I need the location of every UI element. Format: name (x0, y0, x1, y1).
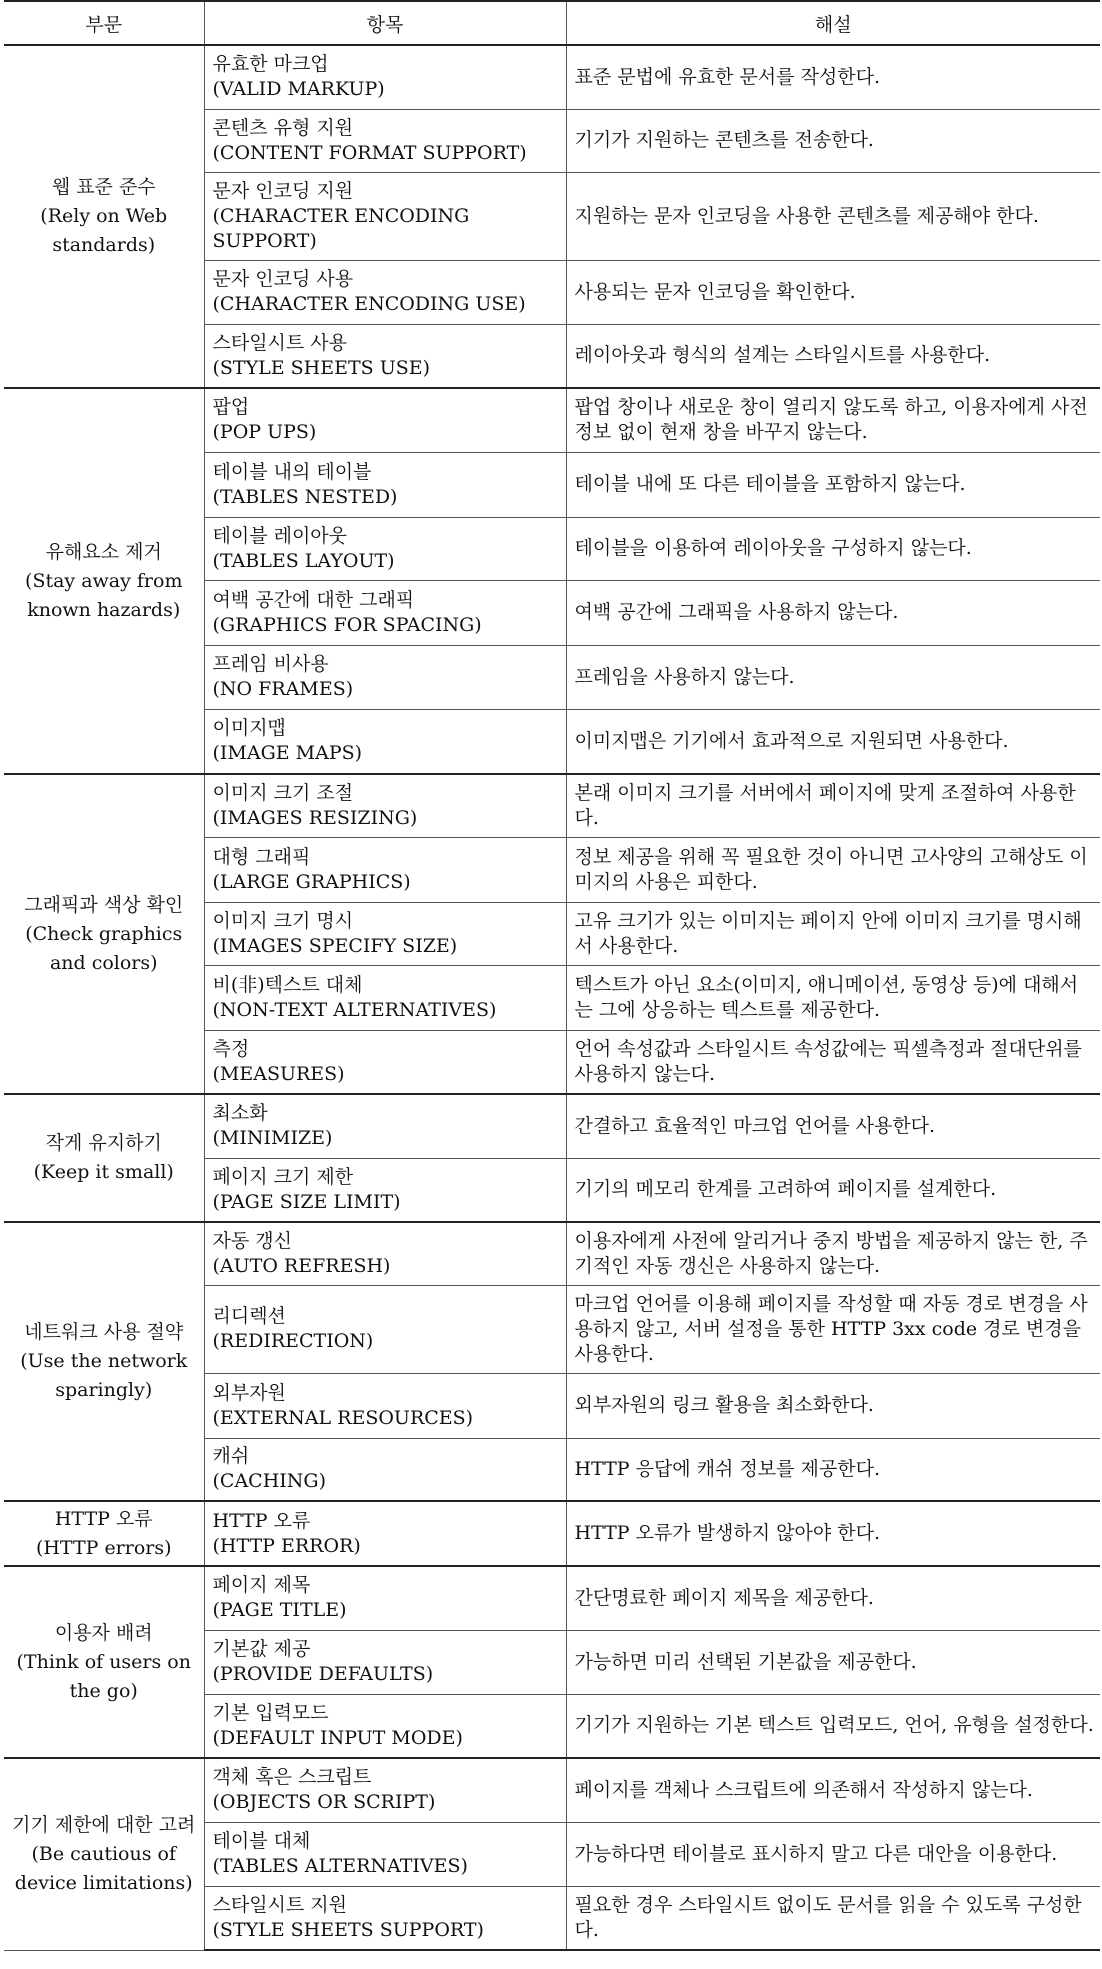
category-name-ko: 그래픽과 색상 확인 (24, 893, 184, 916)
item-name-en: (MEASURES) (212, 1062, 345, 1085)
description-cell: 기기가 지원하는 콘텐츠를 전송한다. (566, 109, 1100, 172)
category-name-en: (Be cautious of device limitations) (14, 1842, 193, 1894)
item-cell (204, 109, 566, 172)
item-name-ko: 테이블 내의 테이블 (212, 460, 372, 483)
item-name-en: (CHARACTER ENCODING SUPPORT) (212, 204, 470, 252)
item-name-en: (TABLES ALTERNATIVES) (212, 1855, 468, 1877)
item-name-ko: 기본 입력모드 (212, 1701, 329, 1724)
item-name-en: (GRAPHICS FOR SPACING) (212, 613, 482, 636)
category-cell (4, 1501, 204, 1566)
item-cell (204, 1630, 566, 1694)
item-name-ko: 비(非)텍스트 대체 (212, 973, 363, 996)
item-name-ko: 스타일시트 지원 (212, 1893, 348, 1916)
category-name-ko: 네트워크 사용 절약 (24, 1321, 184, 1343)
item-cell (204, 1886, 566, 1950)
item-cell (204, 709, 566, 774)
item-name-ko: 최소화 (212, 1102, 268, 1125)
item-cell (204, 1438, 566, 1501)
description-cell: 간단명료한 페이지 제목을 제공한다. (566, 1566, 1100, 1630)
item-name-en: (TABLES NESTED) (212, 485, 398, 508)
category-name-en: (Think of users on the go) (16, 1650, 191, 1702)
table-row (4, 1566, 1100, 1630)
item-name-en: (NON-TEXT ALTERNATIVES) (212, 998, 497, 1021)
category-cell (4, 1566, 204, 1758)
item-cell (204, 452, 566, 517)
item-name-ko: 팝업 (212, 396, 250, 419)
item-cell (204, 1758, 566, 1822)
table-row (4, 1222, 1100, 1285)
item-cell (204, 1566, 566, 1630)
description-cell: 언어 속성값과 스타일시트 속성값에는 픽셀측정과 절대단위를 사용하지 않는다. (566, 1030, 1100, 1094)
description-cell: 페이지를 객체나 스크립트에 의존해서 작성하지 않는다. (566, 1758, 1100, 1822)
category-name-ko: 기기 제한에 대한 고려 (12, 1813, 196, 1836)
table-row (4, 1758, 1100, 1822)
item-name-ko: 여백 공간에 대한 그래픽 (212, 588, 415, 611)
description-cell: 기기의 메모리 한계를 고려하여 페이지를 설계한다. (566, 1158, 1100, 1222)
item-cell (204, 388, 566, 452)
item-name-en: (PROVIDE DEFAULTS) (212, 1663, 434, 1685)
item-name-en: (DEFAULT INPUT MODE) (212, 1726, 463, 1749)
item-name-en: (IMAGES RESIZING) (212, 806, 418, 829)
description-cell: 레이아웃과 형식의 설계는 스타일시트를 사용한다. (566, 324, 1100, 388)
description-cell: 여백 공간에 그래픽을 사용하지 않는다. (566, 580, 1100, 645)
item-cell (204, 260, 566, 324)
table-row (4, 1501, 1100, 1566)
item-name-ko: 테이블 레이아웃 (212, 524, 348, 547)
description-cell: 정보 제공을 위해 꼭 필요한 것이 아니면 고사양의 고해상도 이미지의 사용은 피한다. (566, 837, 1100, 902)
description-cell: 마크업 언어를 이용해 페이지를 작성할 때 자동 경로 변경을 사용하지 않고, 서버 설정을 통한 HTTP 3xx code 경로 변경을 사용한다. (566, 1285, 1100, 1373)
item-name-ko: 스타일시트 사용 (212, 331, 348, 354)
guidelines-table (4, 0, 1100, 1951)
item-name-ko: 객체 혹은 스크립트 (212, 1766, 372, 1789)
category-name-en: (Keep it small) (33, 1161, 174, 1183)
item-cell (204, 324, 566, 388)
item-name-en: (TABLES LAYOUT) (212, 549, 395, 572)
item-name-en: (VALID MARKUP) (212, 78, 385, 101)
description-cell: 팝업 창이나 새로운 창이 열리지 않도록 하고, 이용자에게 사전 정보 없이 현재 창을 바꾸지 않는다. (566, 388, 1100, 452)
description-cell: 기기가 지원하는 기본 텍스트 입력모드, 언어, 유형을 설정한다. (566, 1694, 1100, 1758)
item-name-ko: 콘텐츠 유형 지원 (212, 116, 354, 139)
category-cell (4, 774, 204, 1094)
item-cell (204, 517, 566, 580)
item-name-ko: 테이블 대체 (212, 1830, 311, 1852)
table-row (4, 1094, 1100, 1158)
item-name-en: (CHARACTER ENCODING USE) (212, 293, 526, 315)
category-cell (4, 45, 204, 388)
table-body (4, 45, 1100, 1950)
category-cell (4, 1094, 204, 1222)
item-name-ko: 측정 (212, 1037, 250, 1060)
item-name-ko: 유효한 마크업 (212, 53, 329, 76)
item-name-ko: 기본값 제공 (212, 1638, 311, 1660)
header-description: 해설 (566, 1, 1100, 45)
item-name-ko: 이미지 크기 명시 (212, 909, 354, 932)
category-name-ko: 작게 유지하기 (45, 1132, 162, 1154)
description-cell: 표준 문법에 유효한 문서를 작성한다. (566, 45, 1100, 109)
description-cell: HTTP 오류가 발생하지 않아야 한다. (566, 1501, 1100, 1566)
description-cell: 외부자원의 링크 활용을 최소화한다. (566, 1373, 1100, 1438)
category-cell (4, 388, 204, 774)
item-name-en: (MINIMIZE) (212, 1127, 333, 1150)
item-name-en: (STYLE SHEETS USE) (212, 356, 431, 379)
item-name-en: (IMAGE MAPS) (212, 742, 363, 765)
item-name-en: (POP UPS) (212, 421, 317, 444)
header-category: 부문 (4, 1, 204, 45)
category-name-en: (Use the network sparingly) (20, 1350, 188, 1401)
item-name-ko: 대형 그래픽 (212, 845, 311, 868)
item-name-en: (PAGE SIZE LIMIT) (212, 1190, 401, 1213)
item-cell (204, 1694, 566, 1758)
description-cell: HTTP 응답에 캐쉬 정보를 제공한다. (566, 1438, 1100, 1501)
description-cell: 텍스트가 아닌 요소(이미지, 애니메이션, 동영상 등)에 대해서는 그에 상응하는 텍스트를 제공한다. (566, 965, 1100, 1030)
description-cell: 가능하다면 테이블로 표시하지 말고 다른 대안을 이용한다. (566, 1822, 1100, 1886)
item-name-en: (OBJECTS OR SCRIPT) (212, 1791, 436, 1814)
item-name-en: (LARGE GRAPHICS) (212, 870, 411, 893)
description-cell: 테이블을 이용하여 레이아웃을 구성하지 않는다. (566, 517, 1100, 580)
item-name-en: (CONTENT FORMAT SUPPORT) (212, 141, 527, 164)
category-cell (4, 1222, 204, 1501)
item-cell (204, 1222, 566, 1285)
description-cell: 이용자에게 사전에 알리거나 중지 방법을 제공하지 않는 한, 주기적인 자동 갱신은 사용하지 않는다. (566, 1222, 1100, 1285)
item-name-ko: 외부자원 (212, 1381, 286, 1404)
category-name-en: (Check graphics and colors) (25, 922, 183, 974)
item-cell (204, 172, 566, 260)
description-cell: 필요한 경우 스타일시트 없이도 문서를 읽을 수 있도록 구성한다. (566, 1886, 1100, 1950)
item-name-ko: 이미지 크기 조절 (212, 781, 354, 804)
item-cell (204, 1373, 566, 1438)
item-name-ko: 캐쉬 (212, 1445, 250, 1468)
description-cell: 사용되는 문자 인코딩을 확인한다. (566, 260, 1100, 324)
item-name-ko: 문자 인코딩 지원 (212, 179, 354, 202)
item-cell (204, 965, 566, 1030)
item-name-ko: 리디렉션 (212, 1305, 286, 1327)
description-cell: 고유 크기가 있는 이미지는 페이지 안에 이미지 크기를 명시해서 사용한다. (566, 902, 1100, 965)
item-name-en: (NO FRAMES) (212, 678, 354, 700)
category-name-ko: 유해요소 제거 (45, 540, 162, 563)
item-name-ko: 프레임 비사용 (212, 653, 329, 675)
item-cell (204, 837, 566, 902)
item-name-ko: 페이지 크기 제한 (212, 1165, 354, 1188)
item-cell (204, 774, 566, 837)
item-cell (204, 902, 566, 965)
item-name-en: (PAGE TITLE) (212, 1599, 347, 1622)
table-row (4, 774, 1100, 837)
item-name-en: (EXTERNAL RESOURCES) (212, 1406, 474, 1429)
item-name-en: (IMAGES SPECIFY SIZE) (212, 934, 458, 957)
category-name-en: (HTTP errors) (35, 1536, 172, 1559)
item-cell (204, 1094, 566, 1158)
item-name-en: (AUTO REFRESH) (212, 1254, 391, 1277)
item-name-ko: 자동 갱신 (212, 1229, 292, 1252)
item-name-ko: 이미지맵 (212, 717, 286, 740)
item-name-en: (HTTP ERROR) (212, 1534, 361, 1557)
description-cell: 이미지맵은 기기에서 효과적으로 지원되면 사용한다. (566, 709, 1100, 774)
description-cell: 본래 이미지 크기를 서버에서 페이지에 맞게 조절하여 사용한다. (566, 774, 1100, 837)
description-cell: 지원하는 문자 인코딩을 사용한 콘텐츠를 제공해야 한다. (566, 172, 1100, 260)
description-cell: 가능하면 미리 선택된 기본값을 제공한다. (566, 1630, 1100, 1694)
item-name-en: (STYLE SHEETS SUPPORT) (212, 1918, 484, 1941)
item-cell (204, 645, 566, 709)
item-cell (204, 45, 566, 109)
category-name-ko: HTTP 오류 (54, 1507, 153, 1530)
item-name-ko: HTTP 오류 (212, 1509, 311, 1532)
item-name-ko: 페이지 제목 (212, 1574, 311, 1597)
item-cell (204, 580, 566, 645)
item-cell (204, 1030, 566, 1094)
header-item: 항목 (204, 1, 566, 45)
item-cell (204, 1501, 566, 1566)
item-cell (204, 1158, 566, 1222)
item-name-ko: 문자 인코딩 사용 (212, 268, 354, 290)
description-cell: 프레임을 사용하지 않는다. (566, 645, 1100, 709)
table-row (4, 388, 1100, 452)
description-cell: 테이블 내에 또 다른 테이블을 포함하지 않는다. (566, 452, 1100, 517)
table-row (4, 45, 1100, 109)
category-name-en: (Rely on Web standards) (40, 205, 168, 256)
category-name-en: (Stay away from known hazards) (25, 569, 183, 621)
category-name-ko: 웹 표준 준수 (51, 176, 156, 198)
category-cell (4, 1758, 204, 1950)
table-header-row (4, 1, 1100, 45)
item-name-en: (REDIRECTION) (212, 1330, 374, 1352)
item-name-en: (CACHING) (212, 1470, 326, 1493)
item-cell (204, 1822, 566, 1886)
description-cell: 간결하고 효율적인 마크업 언어를 사용한다. (566, 1094, 1100, 1158)
item-cell (204, 1285, 566, 1373)
category-name-ko: 이용자 배려 (54, 1621, 153, 1644)
